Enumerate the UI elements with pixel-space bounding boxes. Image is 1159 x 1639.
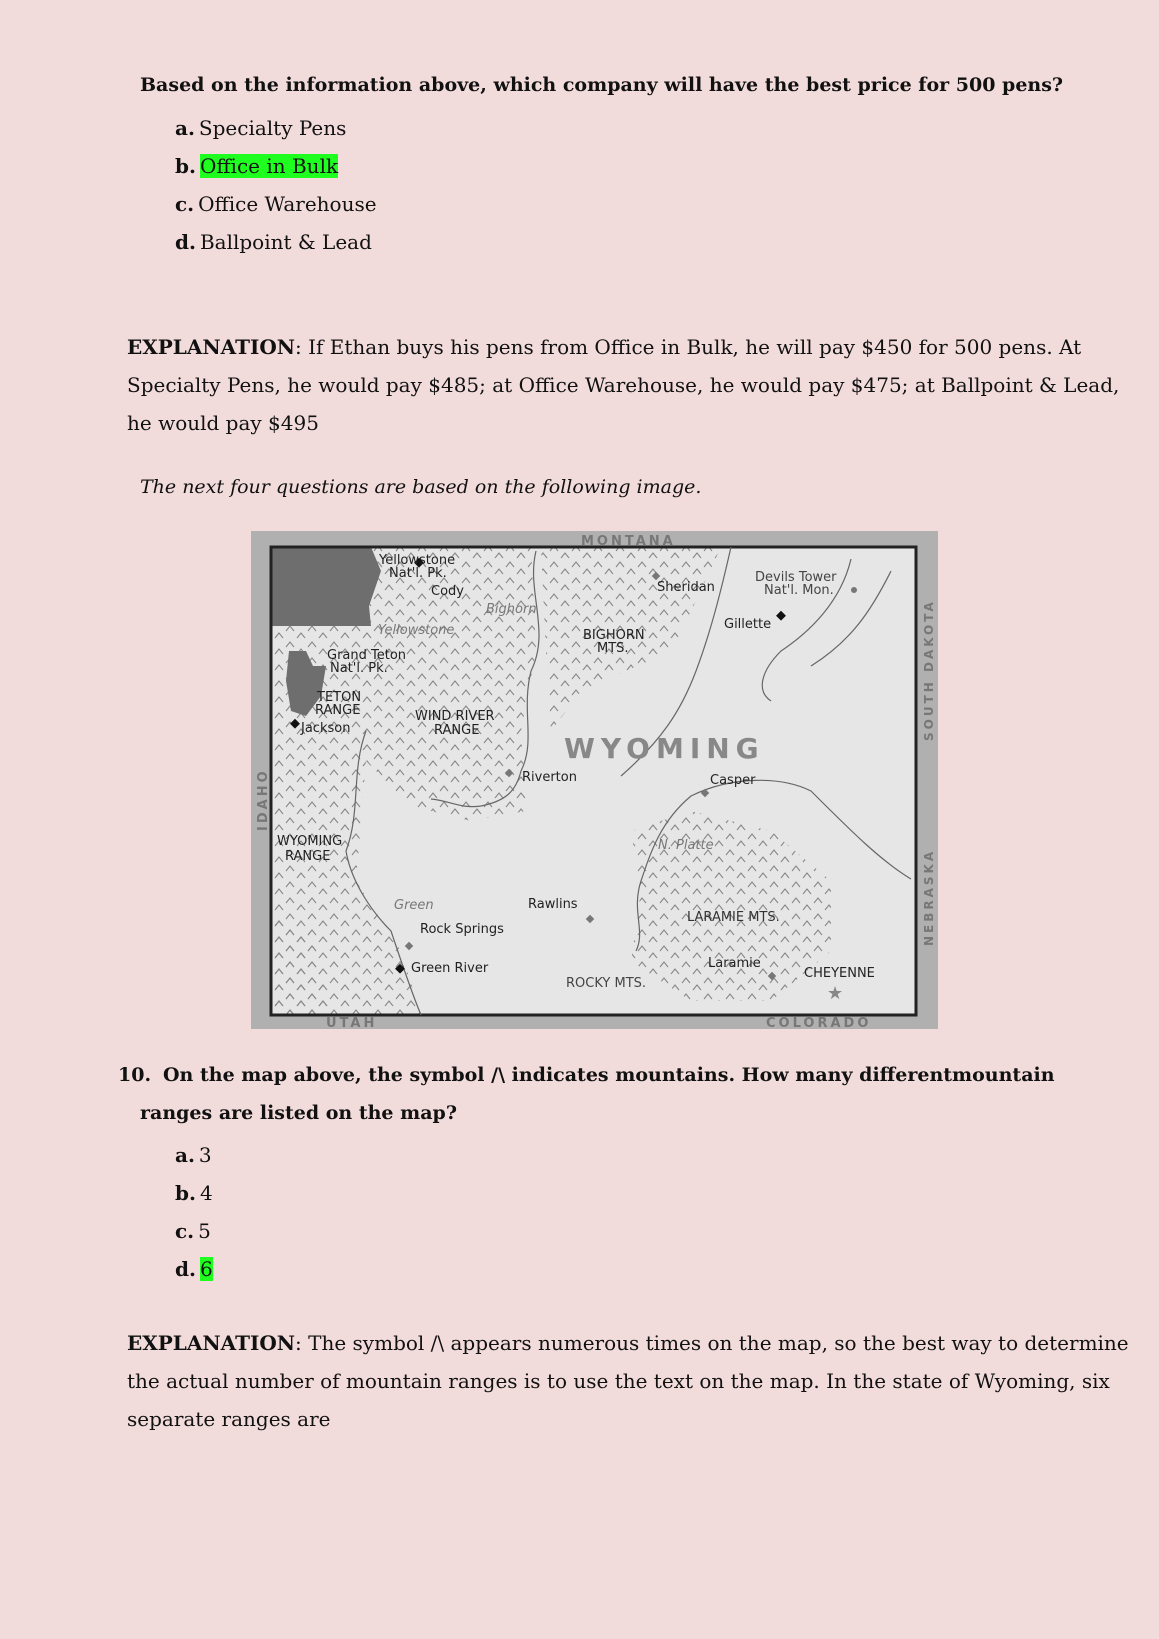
option-text: 5 — [198, 1219, 211, 1243]
q9-option-a[interactable] — [175, 116, 346, 140]
map-intro: The next four questions are based on the following image. — [140, 476, 702, 498]
q9-explanation — [127, 328, 1147, 442]
label-cheyenne: CHEYENNE — [804, 966, 875, 981]
q9-option-d[interactable] — [175, 230, 372, 254]
neighbor-nebraska: NEBRASKA — [922, 848, 936, 946]
option-letter: d. — [175, 1257, 196, 1281]
question-10-text-line2: ranges are listed on the map? — [140, 1102, 457, 1124]
q10-option-d[interactable] — [175, 1257, 213, 1281]
neighbor-idaho: IDAHO — [256, 768, 271, 831]
question-10-number: 10. — [118, 1064, 152, 1086]
label-bighorn-river: Bighorn — [486, 602, 537, 617]
label-green-water: Green — [394, 898, 434, 913]
explanation-label: EXPLANATION — [127, 335, 296, 359]
label-teton-range: RANGE — [315, 703, 361, 718]
option-text: 3 — [198, 1143, 212, 1167]
label-rock-springs: Rock Springs — [420, 922, 504, 937]
label-teton: TETON — [317, 690, 362, 705]
label-cody: Cody — [431, 584, 464, 599]
option-text: Office Warehouse — [198, 192, 377, 216]
explanation-label: EXPLANATION — [127, 1331, 296, 1355]
q9-option-b[interactable] — [175, 154, 338, 178]
option-letter: c. — [175, 1219, 195, 1243]
neighbor-south-dakota: SOUTH DAKOTA — [922, 599, 936, 741]
option-letter: c. — [175, 192, 195, 216]
label-green-river: Green River — [411, 961, 489, 976]
option-letter: b. — [175, 1181, 196, 1205]
landmark-marker — [851, 587, 857, 593]
question-9-text: Based on the information above, which company will have the best price for 500 pens? — [140, 74, 1064, 96]
label-jackson: Jackson — [301, 721, 351, 736]
label-sheridan: Sheridan — [657, 580, 715, 595]
label-devils-tower: Devils Tower — [755, 570, 837, 585]
q10-option-b[interactable] — [175, 1181, 213, 1205]
option-text: Ballpoint & Lead — [199, 230, 372, 254]
state-name: WYOMING — [564, 732, 765, 765]
option-letter: d. — [175, 230, 196, 254]
q10-option-a[interactable] — [175, 1143, 212, 1167]
q10-explanation — [127, 1324, 1147, 1438]
label-grand-teton-natl-pk: Nat'l. Pk. — [330, 661, 388, 676]
question-10-text-line1: On the map above, the symbol /\ indicates mountains. How many differentmountain — [163, 1064, 1055, 1086]
neighbor-montana: MONTANA — [581, 534, 676, 549]
label-gillette: Gillette — [724, 617, 772, 632]
label-wind-river-range: RANGE — [434, 723, 480, 738]
label-bighorn: BIGHORN — [583, 628, 645, 643]
option-letter: a. — [175, 1143, 195, 1167]
explanation-text: : If Ethan buys his pens from Office in Bulk, he will pay $450 for 500 pens. At Specialty Pens, he would pay $485; at Office Warehouse, he would pay $475; at Ballpoint & Lead, he would pay $495 — [127, 335, 1120, 435]
q10-option-c[interactable] — [175, 1219, 211, 1243]
wyoming-map — [251, 531, 938, 1029]
label-wind-river: WIND RIVER — [415, 709, 495, 724]
label-wyoming-range-2: RANGE — [285, 849, 331, 864]
label-yellowstone-natl-pk: Nat'l. Pk. — [389, 566, 447, 581]
label-rocky-mts: ROCKY MTS. — [566, 976, 647, 991]
label-rawlins: Rawlins — [528, 897, 578, 912]
neighbor-utah: UTAH — [326, 1016, 378, 1029]
label-yellowstone-river: Yellowstone — [378, 623, 455, 638]
explanation-text: : The symbol /\ appears numerous times on the map, so the best way to determine the actual number of mountain ranges is to use the text on the map. In the state of Wyoming, six separate ranges are — [127, 1331, 1129, 1431]
capital-star-icon: ★ — [827, 983, 844, 1004]
label-laramie: Laramie — [708, 956, 761, 971]
label-riverton: Riverton — [522, 770, 577, 785]
option-letter: b. — [175, 154, 196, 178]
yellowstone-park — [271, 547, 381, 626]
q9-option-c[interactable] — [175, 192, 377, 216]
option-letter: a. — [175, 116, 195, 140]
label-yellowstone: Yellowstone — [379, 553, 456, 568]
label-laramie-mts: LARAMIE MTS. — [687, 910, 780, 925]
option-text: 4 — [199, 1181, 213, 1205]
option-text: Specialty Pens — [198, 116, 347, 140]
label-casper: Casper — [710, 773, 756, 788]
option-text-highlighted: Office in Bulk — [199, 154, 339, 178]
label-wyoming-range-1: WYOMING — [277, 834, 343, 849]
label-grand-teton: Grand Teton — [327, 648, 407, 663]
label-bighorn-mts: MTS. — [597, 641, 629, 656]
option-text-highlighted: 6 — [199, 1257, 213, 1281]
label-n-platte: N. Platte — [658, 838, 714, 853]
neighbor-colorado: COLORADO — [766, 1016, 872, 1029]
label-devils-tower-natl-mon: Nat'l. Mon. — [764, 583, 834, 598]
